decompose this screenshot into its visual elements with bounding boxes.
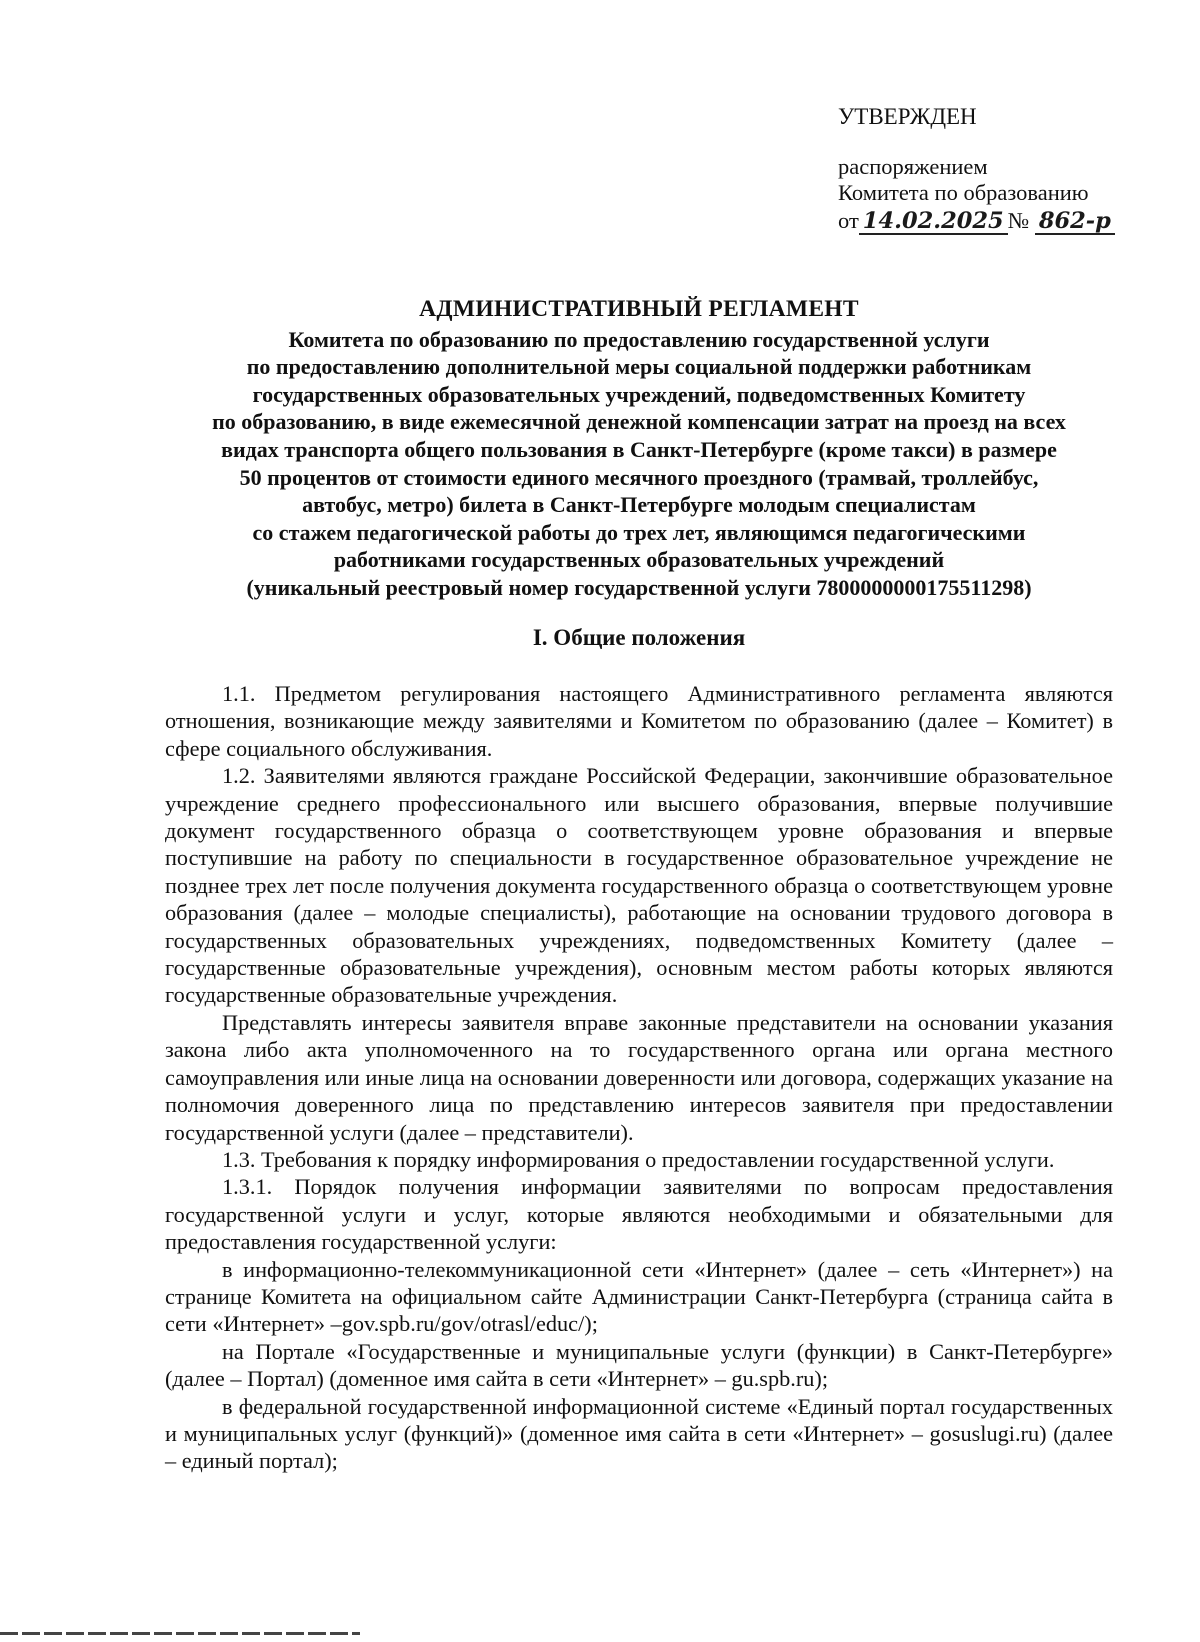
paragraph-portal: на Портале «Государственные и муниципальные услуги (функции) в Санкт-Петербурге» (далее – Портал) (доменное имя сайта в сети «Интернет» – gu.spb.ru); xyxy=(165,1338,1113,1392)
title-line: по предоставлению дополнительной меры социальной поддержки работникам xyxy=(246,354,1032,380)
title-line: со стажем педагогической работы до трех лет, являющимся педагогическими xyxy=(252,519,1026,545)
handwritten-number: 862-р xyxy=(1035,209,1115,235)
paragraph-internet: в информационно-телекоммуникационной сети «Интернет» (далее – сеть «Интернет») на странице Комитета на официальном сайте Администрации Санкт-Петербурга (страница сайта в сети «Интернет» –gov.spb.ru/gov/otrasl/educ/); xyxy=(165,1256,1113,1337)
title-line: Комитета по образованию по предоставлению государственной услуги xyxy=(288,326,990,352)
title-line: работниками государственных образовательных учреждений xyxy=(333,547,945,573)
approval-date-number-line xyxy=(838,208,1178,235)
section-heading: I. Общие положения xyxy=(532,625,746,650)
paragraph-1-3: 1.3. Требования к порядку информирования о предоставлении государственной услуги. xyxy=(222,1146,1055,1172)
paragraph-1-1: 1.1. Предметом регулирования настоящего Административного регламента являются отношения, возникающие между заявителями и Комитетом по образованию (далее – Комитет) в сфере социального обслуживания. xyxy=(165,681,1113,761)
title-line: (уникальный реестровый номер государственной услуги 7800000000175511298) xyxy=(246,574,1032,600)
paragraph-1-2: 1.2. Заявителями являются граждане Российской Федерации, закончившие образовательное учреждение среднего профессионального или высшего образования, впервые получившие документ государственного образца о соответствующем уровне образования и впервые поступившие на работу по специальности в государственное образовательное учреждение не позднее трех лет после получения документа государственного образца о соответствующем уровне образования (далее – молодые специалисты), работающие на основании трудового договора в государственных образовательных учреждениях, подведомственных Комитету (далее – государственные образовательные учреждения), основным местом работы которых являются государственные образовательные учреждения. xyxy=(165,763,1113,1008)
title-line: государственных образовательных учреждений, подведомственных Комитету xyxy=(252,381,1026,407)
document-body xyxy=(165,680,1113,1475)
approval-block xyxy=(838,104,1178,235)
paragraph-unified-portal: в федеральной государственной информационной системе «Единый портал государственных и муниципальных услуг (функций)» (доменное имя сайта в сети «Интернет» – gosuslugi.ru) (далее – единый портал); xyxy=(165,1393,1113,1474)
paragraph-1-3-1: 1.3.1. Порядок получения информации заявителями по вопросам предоставления государственной услуги и услуг, которые являются необходимыми и обязательными для предоставления государственной услуги: xyxy=(165,1174,1113,1255)
document-title-block xyxy=(165,296,1113,602)
paragraph-representatives: Представлять интересы заявителя вправе законные представители на основании указания закона либо акта уполномоченного на то государственного органа или органа местного самоуправления или иные лица на основании доверенности или договора, содержащих указание на полномочия доверенного лица по представлению интересов заявителя при предоставлении государственной услуги (далее – представители). xyxy=(165,1009,1113,1145)
approval-line-order: распоряжением xyxy=(838,154,988,179)
handwritten-date: 14.02.2025 xyxy=(859,209,1008,235)
approval-stamp-word: УТВЕРЖДЕН xyxy=(838,104,977,129)
title-line: видах транспорта общего пользования в Санкт-Петербурге (кроме такси) в размере xyxy=(221,436,1057,462)
date-prefix: от xyxy=(838,208,859,233)
approval-line-committee: Комитета по образованию xyxy=(838,180,1089,205)
title-line: 50 процентов от стоимости единого месячного проездного (трамвай, троллейбус, xyxy=(239,464,1039,490)
title-line: по образованию, в виде ежемесячной денежной компенсации затрат на проезд на всех xyxy=(212,409,1066,435)
footer-divider xyxy=(0,1632,360,1635)
number-prefix: № xyxy=(1007,208,1030,233)
document-title: АДМИНИСТРАТИВНЫЙ РЕГЛАМЕНТ xyxy=(419,296,859,322)
title-line: автобус, метро) билета в Санкт-Петербурге молодым специалистам xyxy=(302,492,976,518)
